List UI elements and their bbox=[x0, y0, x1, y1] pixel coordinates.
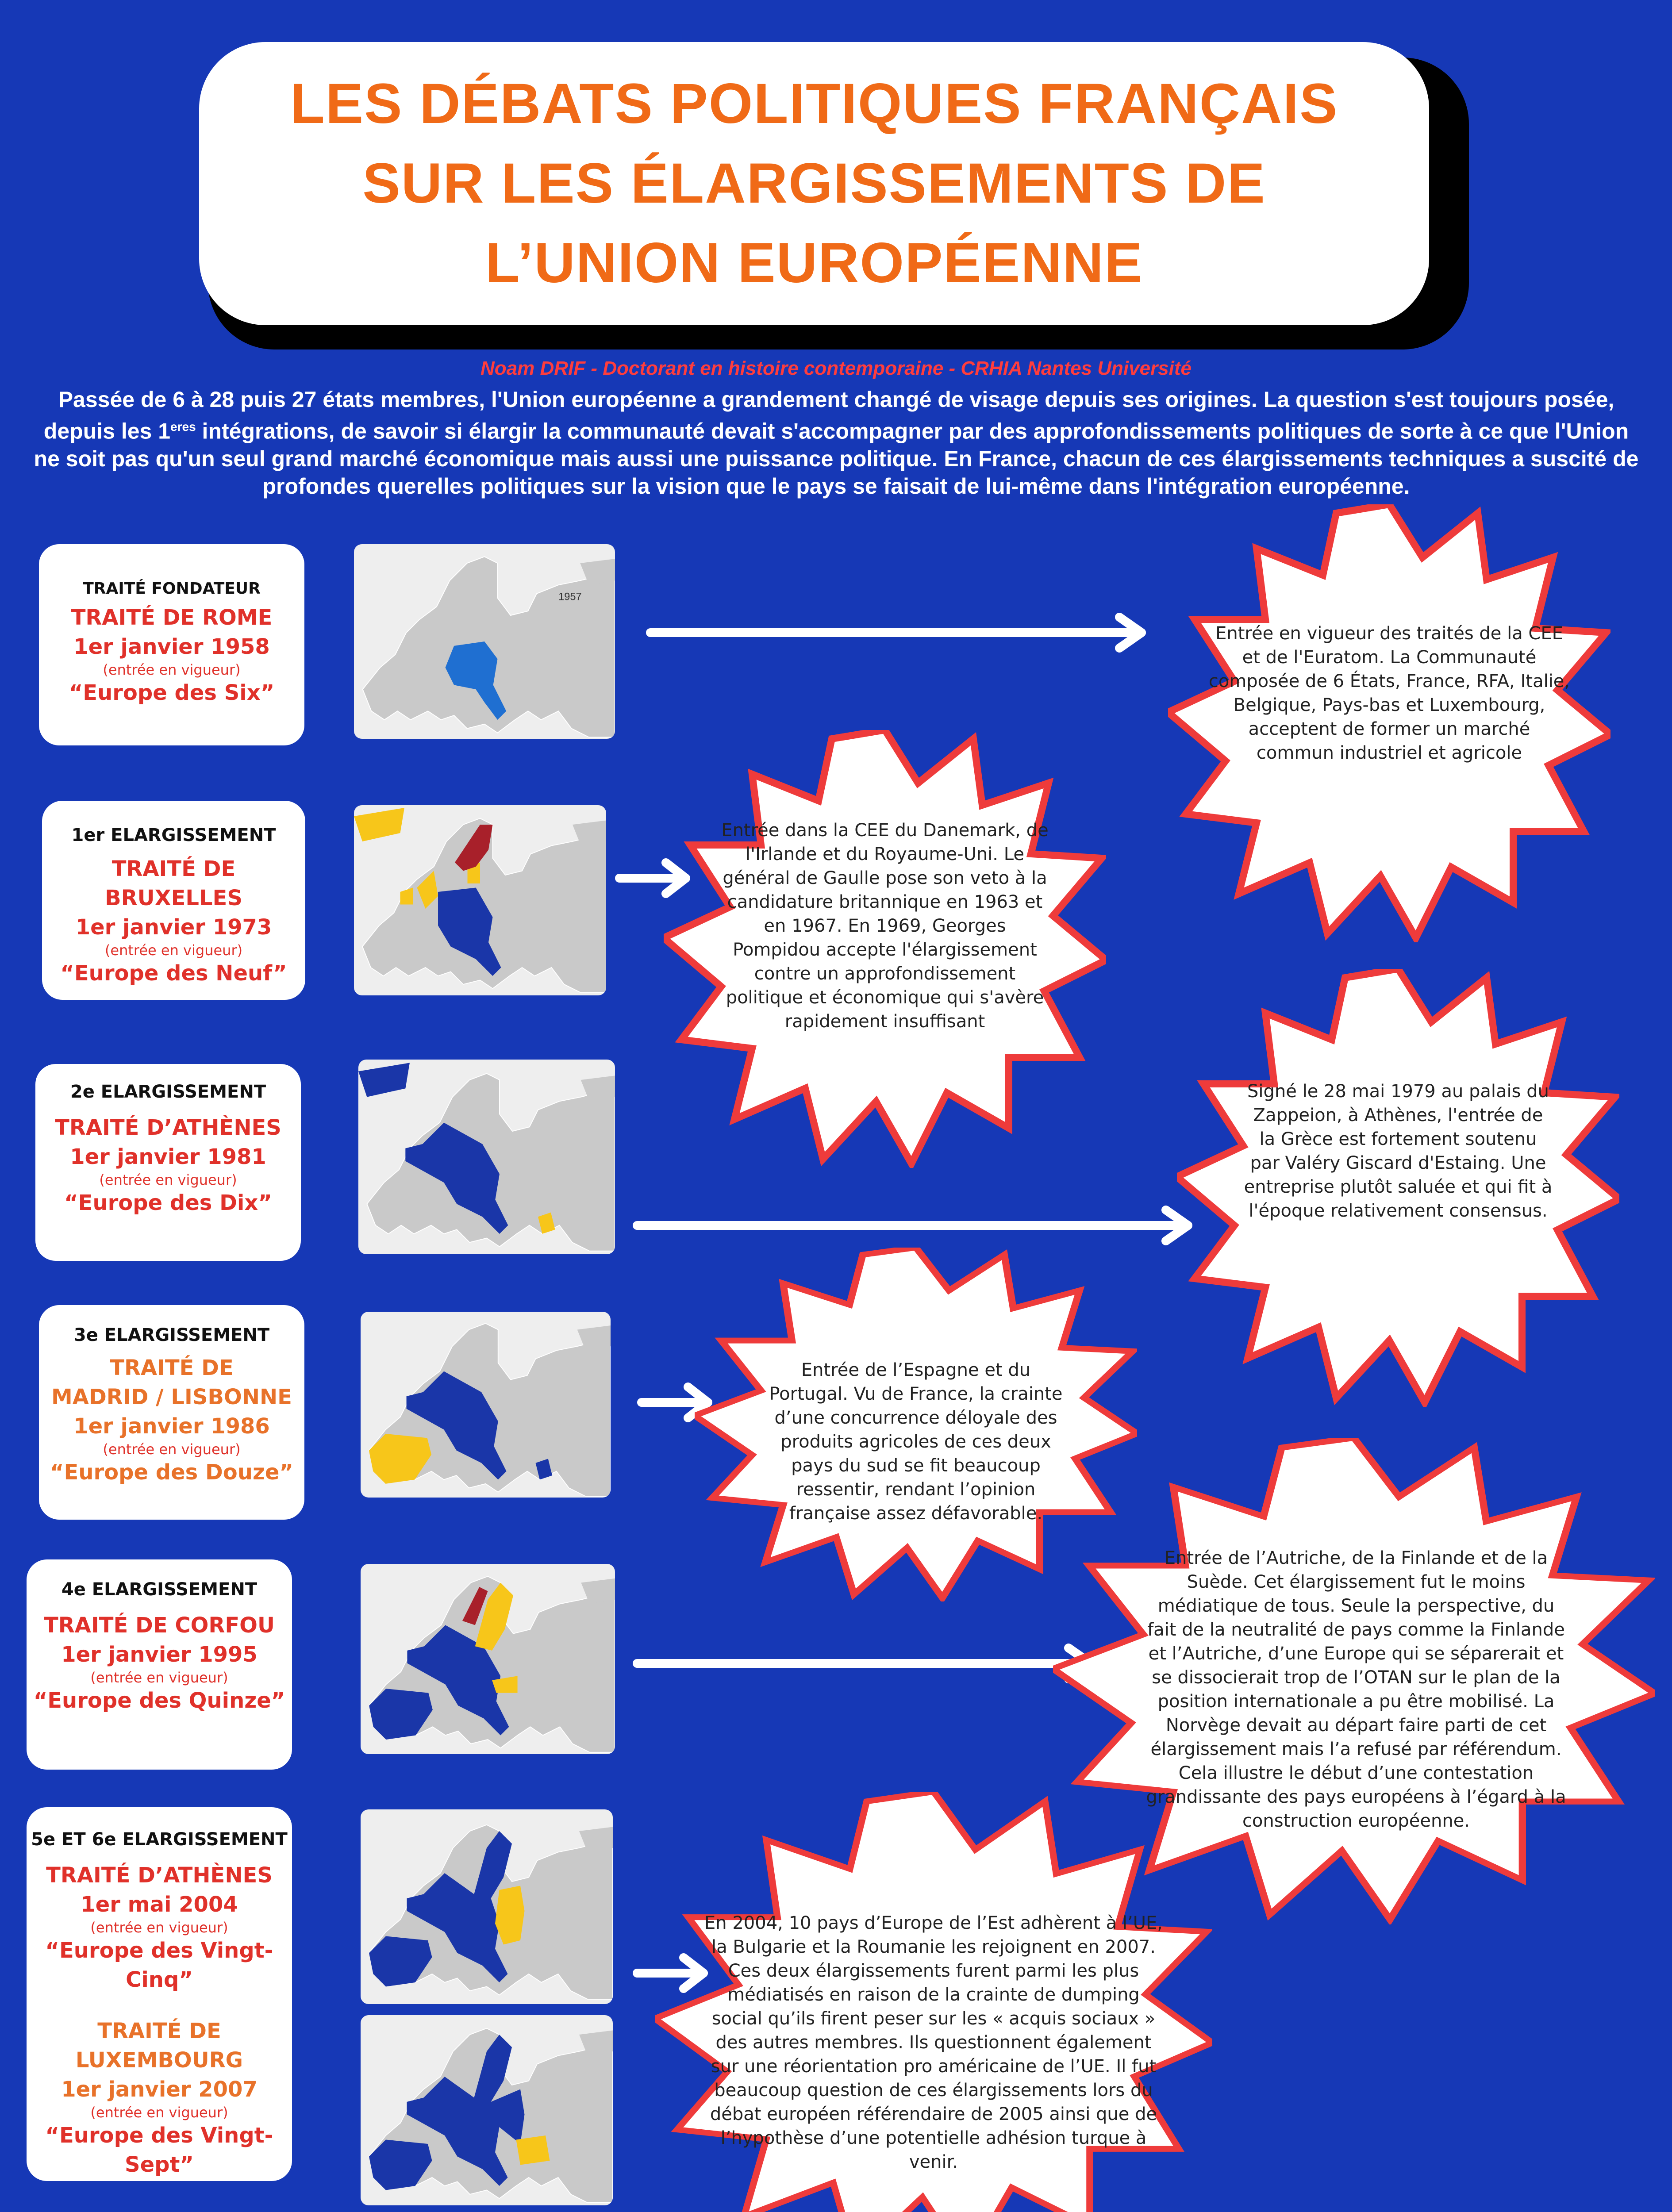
card-name-b: “Europe des Vingt-Sept” bbox=[45, 2123, 273, 2177]
card-date-b: 1er janvier 2007 bbox=[61, 2077, 258, 2102]
map-1981 bbox=[358, 1060, 615, 1254]
map-1957 bbox=[354, 544, 615, 739]
card-date-a: 1er mai 2004 bbox=[81, 1892, 238, 1917]
card-treaty: TRAITÉ DE BRUXELLES bbox=[105, 856, 242, 910]
card-heading: TRAITÉ FONDATEUR bbox=[83, 580, 261, 598]
burst-text: Signé le 28 mai 1979 au palais du Zappeion, à Athènes, l'entrée de la Grèce est fortement soutenu par Valéry Giscard d'Estaing. Une entreprise plutôt saluée et qui fit à l'époque relativement consensus. bbox=[1244, 1081, 1553, 1221]
intro-text-a: Passée de 6 à 28 puis 27 états membres, l'Union européenne a grandement changé de visage depuis ses origines. La question s'est toujours posée, depuis les 1 bbox=[43, 387, 1614, 444]
card-heading: 5e ET 6e ELARGISSEMENT bbox=[31, 1829, 288, 1850]
burst-rome bbox=[1168, 504, 1611, 942]
card-name: “Europe des Dix” bbox=[64, 1190, 272, 1215]
card-treaty: TRAITÉ DE ROME bbox=[71, 605, 273, 630]
card-treaty: TRAITÉ DE CORFOU bbox=[44, 1613, 275, 1638]
card-name-a: “Europe des Vingt-Cinq” bbox=[45, 1938, 273, 1992]
card-heading: 4e ELARGISSEMENT bbox=[61, 1579, 258, 1600]
card-treaty-l1: TRAITÉ DE bbox=[110, 1356, 234, 1380]
burst-athenes-luxembourg bbox=[655, 1792, 1212, 2212]
map-2004 bbox=[361, 1809, 613, 2004]
card-note: (entrée en vigueur) bbox=[104, 942, 243, 959]
card-heading: 3e ELARGISSEMENT bbox=[73, 1325, 270, 1345]
arrow-row1 bbox=[646, 611, 1155, 655]
intro-paragraph bbox=[31, 386, 1641, 500]
card-note-b: (entrée en vigueur) bbox=[90, 2104, 228, 2121]
intro-sup: eres bbox=[170, 420, 196, 434]
burst-text: Entrée en vigueur des traités de la CEE et de l'Euratom. La Communauté composée de 6 États, France, RFA, Italie, Belgique, Pays-bas et Luxembourg, acceptent de former un marché commun industriel et agricole bbox=[1208, 623, 1570, 763]
arrow-row3 bbox=[633, 1203, 1203, 1248]
card-heading: 2e ELARGISSEMENT bbox=[70, 1082, 266, 1102]
card-heading: 1er ELARGISSEMENT bbox=[71, 825, 276, 845]
card-date: 1er janvier 1995 bbox=[61, 1642, 258, 1667]
burst-text: Entrée de l’Autriche, de la Finlande et de la Suède. Cet élargissement fut le moins médiatique de tous. Seule la perspective, du fait de la neutralité de pays comme la Finlande et l’Autriche, d’une Europe qui se séparerait et se dissocierait trop de l’OTAN sur le plan de la position internationale a pu être mobilisé. La Norvège devait au départ faire parti de cet élargissement mais l’a refusé par référendum. Cela illustre le début d’une contestation grandissante des pays européens à l’égard à la construction européenne. bbox=[1146, 1548, 1566, 1831]
title-line-1: LES DÉBATS POLITIQUES FRANÇAIS bbox=[290, 72, 1338, 135]
map-2007 bbox=[361, 2015, 613, 2205]
card-traite-rome bbox=[39, 544, 304, 745]
card-treaty-l2: MADRID / LISBONNE bbox=[51, 1385, 292, 1409]
map-year-label: 1957 bbox=[558, 591, 582, 603]
map-1973 bbox=[354, 805, 606, 995]
card-traite-bruxelles bbox=[42, 801, 305, 1000]
card-note-a: (entrée en vigueur) bbox=[90, 1919, 228, 1936]
card-note: (entrée en vigueur) bbox=[103, 1441, 241, 1458]
burst-text: En 2004, 10 pays d’Europe de l’Est adhèrent à l’UE, la Bulgarie et la Roumanie les rejoignent en 2007. Ces deux élargissements furent parmi les plus médiatisés en raison de la crainte de dumping social qu’ils firent peser sur les « acquis sociaux » des autres membres. Ils questionnent également sur une réorientation pro américaine de l’UE. Il fut beaucoup question de ces élargissements lors du débat européen référendaire de 2005 ainsi que de l’hypothèse d’une potentielle adhésion turque à venir. bbox=[704, 1913, 1163, 2172]
card-traite-athenes-luxembourg bbox=[27, 1807, 292, 2181]
map-1986 bbox=[361, 1312, 611, 1498]
card-traite-athenes-1981 bbox=[35, 1064, 301, 1261]
card-name: “Europe des Quinze” bbox=[33, 1688, 285, 1713]
burst-athenes-1981 bbox=[1177, 969, 1619, 1407]
card-traite-corfou bbox=[27, 1559, 292, 1770]
author-line: Noam DRIF - Doctorant en histoire contemporaine - CRHIA Nantes Université bbox=[480, 357, 1192, 379]
card-note: (entrée en vigueur) bbox=[99, 1171, 237, 1188]
card-treaty-b-l2: LUXEMBOURG bbox=[75, 2048, 243, 2073]
card-date: 1er janvier 1986 bbox=[73, 1414, 270, 1439]
burst-text: Entrée de l’Espagne et du Portugal. Vu de France, la crainte d’une concurrence déloyale des produits agricoles de ces deux pays du sud se fit beaucoup ressentir, rendant l’opinion française assez défavorable. bbox=[769, 1360, 1063, 1524]
card-note: (entrée en vigueur) bbox=[90, 1669, 228, 1686]
arrow-row5 bbox=[633, 1641, 1106, 1686]
burst-text: Entrée dans la CEE du Danemark, de l'Irlande et du Royaume-Uni. Le général de Gaulle pose son veto à la candidature britannique en 1963 et en 1967. En 1969, Georges Pompidou accepte l'élargissement contre un approfondissement politique et économique qui s'avère rapidement insuffisant bbox=[721, 820, 1049, 1032]
card-date: 1er janvier 1973 bbox=[75, 915, 272, 940]
card-treaty: TRAITÉ D’ATHÈNES bbox=[55, 1115, 281, 1140]
card-note: (entrée en vigueur) bbox=[103, 661, 241, 678]
card-date: 1er janvier 1958 bbox=[73, 634, 270, 659]
burst-bruxelles bbox=[664, 730, 1106, 1168]
card-name: “Europe des Neuf” bbox=[60, 961, 287, 986]
card-treaty-b-l1: TRAITÉ DE bbox=[97, 2019, 221, 2043]
card-name: “Europe des Six” bbox=[69, 680, 275, 705]
card-name: “Europe des Douze” bbox=[50, 1460, 293, 1485]
title-line-2: SUR LES ÉLARGISSEMENTS DE bbox=[362, 152, 1266, 215]
map-1995 bbox=[361, 1564, 615, 1754]
intro-text-b: intégrations, de savoir si élargir la communauté devait s'accompagner par des approfondissements politiques de sorte à ce que l'Union ne soit pas qu'un seul grand marché économique mais aussi une puissance politique. En France, chacun de ces élargissements techniques a suscité de profondes querelles politiques sur la vision que le pays se faisait de lui-même dans l'intégration européenne. bbox=[34, 419, 1639, 499]
card-treaty-a: TRAITÉ D’ATHÈNES bbox=[46, 1863, 273, 1888]
title-box bbox=[199, 42, 1429, 325]
card-date: 1er janvier 1981 bbox=[70, 1144, 266, 1169]
card-traite-madrid-lisbonne bbox=[39, 1305, 304, 1520]
title-line-3: L’UNION EUROPÉENNE bbox=[485, 231, 1143, 295]
